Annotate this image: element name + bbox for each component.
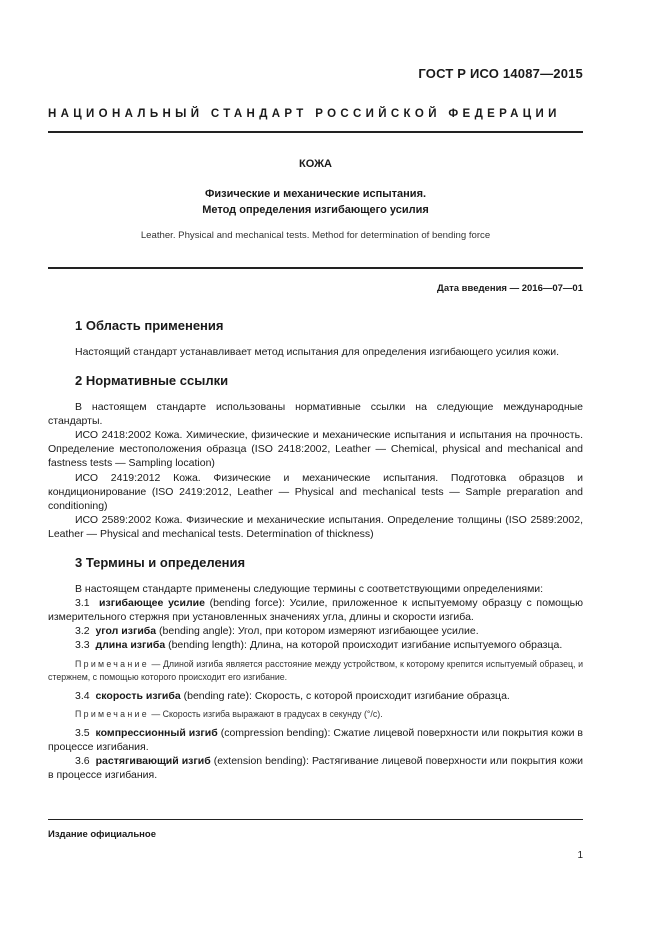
- section-normative-references: [48, 373, 583, 541]
- note-label: Примечание: [75, 708, 149, 719]
- reference-item: ИСО 2418:2002 Кожа. Химические, физические и механические испытания и испытания на прочность. Определение местоположения образца (ISO 2418:2002, Leather — Chemical, physical and mechanical and fastness tests — Sampling location): [48, 429, 583, 470]
- footer-divider: [48, 819, 583, 820]
- section-heading: 1 Область применения: [75, 318, 224, 333]
- section-heading: 2 Нормативные ссылки: [75, 373, 229, 389]
- term-text: (bending force): Усилие, приложенное к испытуемому образцу с помощью измерительного стержня при установленных значениях угла, длины и скорости изгиба.: [48, 597, 583, 624]
- term-name: угол изгиба: [95, 625, 157, 638]
- term-number: 3.4: [75, 689, 90, 702]
- edition-label: Издание официальное: [48, 829, 156, 840]
- section-scope: [48, 318, 583, 359]
- term-number: 3.3: [75, 639, 90, 652]
- header-divider: [48, 131, 583, 133]
- note-text: — Скорость изгиба выражают в градусах в секунду (°/с).: [148, 708, 383, 719]
- term-number: 3.6: [75, 754, 90, 767]
- english-title: Leather. Physical and mechanical tests. Method for determination of bending force: [140, 230, 491, 241]
- term-definition: [48, 596, 583, 624]
- term-number: 3.5: [75, 726, 90, 739]
- note-text: — Длиной изгиба является расстояние между устройством, к которому крепится испытуемый образец, и стержнем, с помощью которого происходит его изгибание.: [48, 658, 583, 682]
- term-name: изгибающее усилие: [99, 597, 205, 610]
- term-definition: [48, 638, 583, 652]
- reference-item: ИСО 2419:2012 Кожа. Физические и механические испытания. Подготовка образцов и кондиционирование (ISO 2419:2012, Leather — Physical and mechanical tests — Sample preparation and conditioning): [48, 471, 583, 512]
- standard-number: ГОСТ Р ИСО 14087—2015: [418, 66, 583, 81]
- term-name: растягивающий изгиб: [95, 754, 211, 767]
- term-number: 3.1: [75, 597, 90, 610]
- term-number: 3.2: [75, 625, 90, 638]
- document-title: КОЖА: [298, 158, 332, 170]
- term-name: компрессионный изгиб: [95, 726, 218, 739]
- term-text: (bending length): Длина, на которой происходит изгибание испытуемого образца.: [165, 639, 563, 652]
- page-number: 1: [577, 850, 583, 861]
- paragraph: В настоящем стандарте применены следующие термины с соответствующими определениями:: [75, 583, 544, 596]
- subtitle-line-1: Физические и механические испытания.: [204, 188, 427, 200]
- term-name: длина изгиба: [95, 639, 166, 652]
- title-divider: [48, 267, 583, 269]
- document-subtitle: [48, 186, 583, 218]
- term-text: (extension bending): Растягивание лицевой поверхности или покрытия кожи в процессе изгибания.: [48, 754, 583, 781]
- section-terms: [48, 555, 583, 782]
- paragraph: Настоящий стандарт устанавливает метод испытания для определения изгибающего усилия кожи.: [75, 346, 559, 358]
- reference-item: ИСО 2589:2002 Кожа. Физические и механические испытания. Определение толщины (ISO 2589:2002, Leather — Physical and mechanical tests. Determination of thickness): [48, 513, 583, 540]
- term-text: (bending rate): Скорость, с которой происходит изгибание образца.: [180, 689, 510, 702]
- subtitle-line-2: Метод определения изгибающего усилия: [202, 204, 429, 216]
- term-definition: [48, 689, 583, 703]
- section-heading: 3 Термины и определения: [75, 555, 246, 571]
- term-text: (bending angle): Угол, при котором измеряют изгибающее усилие.: [156, 625, 479, 638]
- term-definition: [48, 726, 583, 754]
- national-standard-banner: НАЦИОНАЛЬНЫЙ СТАНДАРТ РОССИЙСКОЙ ФЕДЕРАЦИИ: [48, 108, 561, 120]
- note: [48, 658, 583, 684]
- term-definition: [48, 624, 583, 638]
- note: [48, 708, 583, 721]
- term-text: (compression bending): Сжатие лицевой поверхности или покрытия кожи в процессе изгибания.: [48, 726, 583, 753]
- term-definition: [48, 754, 583, 782]
- document-body: [48, 318, 583, 796]
- introduction-date: Дата введения — 2016—07—01: [437, 283, 583, 294]
- note-label: Примечание: [75, 658, 149, 669]
- paragraph: В настоящем стандарте использованы нормативные ссылки на следующие международные стандарты.: [48, 401, 583, 428]
- term-name: скорость изгиба: [95, 689, 181, 702]
